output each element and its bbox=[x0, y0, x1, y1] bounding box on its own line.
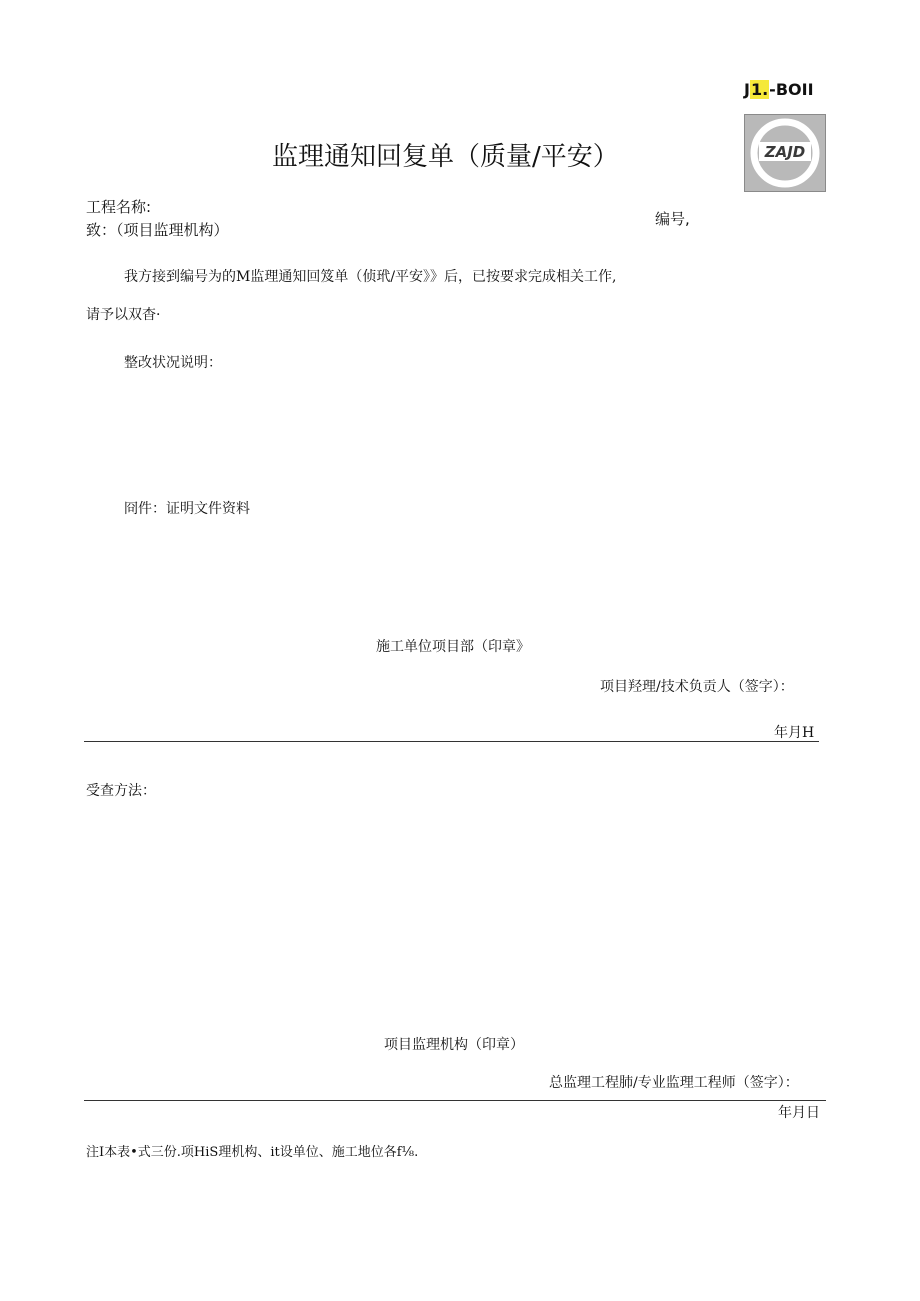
attachment-label: 冏件：证明文件资料 bbox=[124, 501, 250, 517]
supervisor-date-label: 年月日 bbox=[778, 1105, 820, 1121]
section-divider bbox=[84, 741, 819, 742]
rectification-description-label: 整改状况说明： bbox=[124, 355, 222, 371]
contractor-signature-label: 项目羟理/技术负贡人（签字）： bbox=[600, 679, 794, 695]
company-logo-icon bbox=[744, 114, 826, 192]
form-code bbox=[744, 80, 814, 99]
document-number-label: 编号, bbox=[655, 210, 690, 228]
acknowledgement-text: 我方接到编号为的M监理通知回笈单（侦玳/平安》》后，已按要求完成相关工作, bbox=[124, 269, 617, 285]
review-request-text: 请予以双杳· bbox=[86, 307, 161, 323]
logo-graphic bbox=[745, 115, 825, 191]
review-method-label: 受查方法： bbox=[86, 783, 156, 799]
footnote: 注I本表•式三份.项HiS理机构、it设单位、施工地位各f⅛. bbox=[86, 1145, 419, 1160]
recipient-label: 致：（项目监理机构） bbox=[86, 221, 229, 239]
supervisor-seal-label: 项目监理机构（印章） bbox=[384, 1037, 524, 1053]
project-name-label: 工程名称: bbox=[86, 198, 152, 216]
form-code-highlight: 1. bbox=[750, 80, 769, 99]
supervisor-signature-label: 总监理工程肺/专业监理工程师（签字）： bbox=[549, 1075, 799, 1091]
contractor-date-label: 年月H bbox=[774, 725, 815, 741]
document-title: 监理通知回复单（质量/平安） bbox=[272, 142, 619, 172]
form-code-prefix: J bbox=[744, 80, 750, 99]
form-code-suffix: -BOII bbox=[769, 80, 814, 99]
logo-text: ZAJD bbox=[764, 143, 806, 161]
contractor-seal-label: 施工单位项目部（印章》 bbox=[376, 639, 530, 655]
section-divider bbox=[84, 1100, 826, 1101]
